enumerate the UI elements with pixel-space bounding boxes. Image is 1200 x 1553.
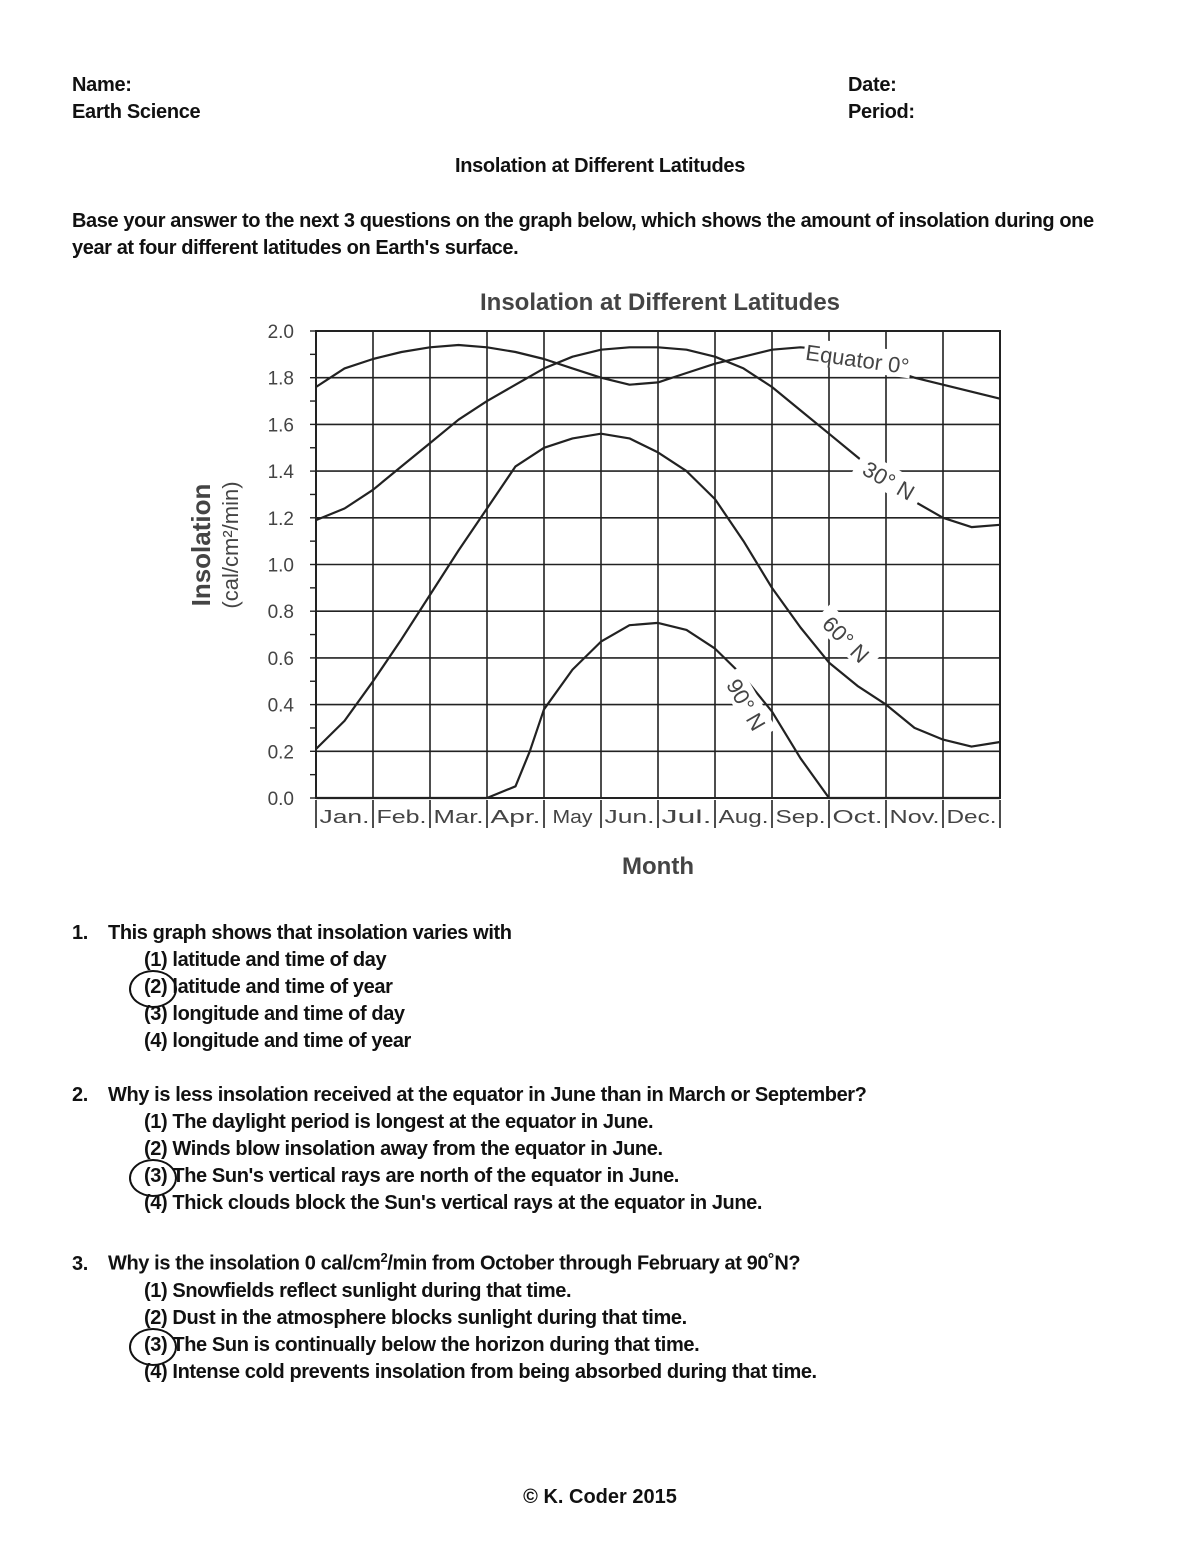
- option-text: The daylight period is longest at the equator in June.: [172, 1111, 654, 1133]
- insolation-chart: [170, 280, 1030, 890]
- y-tick-label: 0.6: [267, 648, 294, 670]
- question-stem-end: /min from October through February at 90˚N?: [387, 1252, 801, 1275]
- question-1: [72, 920, 512, 1055]
- x-tick-label: Nov.: [889, 807, 940, 827]
- x-tick-label: Jul.: [661, 807, 712, 827]
- y-tick-label: 0.2: [267, 742, 294, 764]
- x-tick-label: Apr.: [490, 807, 541, 827]
- answer-option[interactable]: [144, 1278, 817, 1305]
- name-label: Name:: [72, 74, 132, 96]
- question-stem: This graph shows that insolation varies with: [108, 922, 512, 944]
- option-marker: (4): [144, 1360, 168, 1383]
- x-tick-label: Jan.: [319, 807, 370, 827]
- answer-option[interactable]: [144, 1028, 512, 1055]
- answer-option[interactable]: [144, 1190, 867, 1217]
- question-3: [72, 1244, 817, 1386]
- x-tick-label: Oct.: [832, 807, 883, 827]
- option-marker: (3): [144, 1165, 168, 1187]
- option-text: The Sun is continually below the horizon during that time.: [172, 1333, 700, 1356]
- answer-option[interactable]: [144, 1163, 867, 1190]
- y-tick-label: 1.8: [267, 368, 294, 390]
- page-title: Insolation at Different Latitudes: [454, 155, 746, 177]
- x-tick-label: Dec.: [946, 807, 997, 827]
- y-tick-label: 1.2: [267, 508, 294, 530]
- answer-option[interactable]: [144, 1359, 817, 1386]
- chart-title: Insolation at Different Latitudes: [479, 289, 841, 316]
- y-tick-label: 1.6: [267, 415, 294, 437]
- y-tick-label: 0.8: [267, 602, 294, 624]
- option-marker: (2): [144, 1306, 168, 1329]
- option-marker: (1): [144, 949, 168, 971]
- x-tick-label: Aug.: [718, 807, 769, 827]
- option-marker: (1): [144, 1279, 168, 1302]
- x-axis-label: Month: [622, 853, 694, 880]
- answer-option[interactable]: [144, 1136, 867, 1163]
- option-text: Dust in the atmosphere blocks sunlight during that time.: [172, 1306, 687, 1329]
- option-marker: (4): [144, 1192, 168, 1214]
- answer-option[interactable]: [144, 1109, 867, 1136]
- option-text: latitude and time of year: [172, 976, 393, 998]
- option-text: Snowfields reflect sunlight during that time.: [172, 1279, 572, 1302]
- answer-option[interactable]: [144, 1305, 817, 1332]
- x-tick-label: Feb.: [376, 807, 427, 827]
- course-label: Earth Science: [72, 101, 201, 123]
- series-label: 60° N: [817, 611, 875, 668]
- x-tick-label: Sep.: [775, 807, 826, 827]
- option-text: longitude and time of year: [172, 1030, 411, 1052]
- option-marker: (3): [144, 1003, 168, 1025]
- x-tick-label: Jun.: [604, 807, 655, 827]
- y-tick-label: 0.4: [267, 695, 294, 717]
- option-marker: (4): [144, 1030, 168, 1052]
- x-tick-label: Mar.: [433, 807, 484, 827]
- series-label: 90° N: [721, 674, 771, 736]
- y-tick-label: 1.0: [267, 555, 294, 577]
- option-marker: (3): [144, 1333, 168, 1356]
- copyright-footer: © K. Coder 2015: [523, 1486, 677, 1508]
- option-text: latitude and time of day: [172, 949, 387, 971]
- answer-option[interactable]: [144, 974, 512, 1001]
- x-tick-label: May: [552, 807, 593, 827]
- date-label: Date:: [848, 74, 897, 96]
- question-stem-start: Why is the insolation 0 cal/cm: [108, 1252, 381, 1275]
- series-label: Equator 0°: [804, 339, 911, 380]
- y-tick-label: 1.4: [267, 462, 294, 484]
- y-tick-label: 0.0: [267, 789, 294, 810]
- superscript: 2: [380, 1250, 388, 1265]
- option-marker: (2): [144, 1138, 168, 1160]
- y-axis-label: Insolation: [186, 483, 216, 607]
- option-text: longitude and time of day: [172, 1003, 405, 1025]
- question-number: 3.: [72, 1252, 88, 1275]
- question-number: 2.: [72, 1084, 88, 1106]
- question-number: 1.: [72, 922, 88, 944]
- intro-text: Base your answer to the next 3 questions on the graph below, which shows the amount of insolation during one year at four different latitudes on Earth's surface.: [72, 210, 1094, 259]
- question-stem: Why is less insolation received at the equator in June than in March or September?: [108, 1084, 867, 1106]
- y-tick-label: 2.0: [267, 322, 294, 343]
- option-marker: (1): [144, 1111, 168, 1133]
- y-axis-units: (cal/cm²/min): [218, 481, 243, 609]
- answer-option[interactable]: [144, 947, 512, 974]
- option-text: Intense cold prevents insolation from being absorbed during that time.: [172, 1360, 817, 1383]
- option-marker: (2): [144, 976, 168, 998]
- option-text: Winds blow insolation away from the equator in June.: [172, 1138, 663, 1160]
- question-2: [72, 1082, 867, 1217]
- series-label: 30° N: [858, 456, 919, 506]
- period-label: Period:: [848, 101, 915, 123]
- option-text: The Sun's vertical rays are north of the equator in June.: [172, 1165, 679, 1187]
- option-text: Thick clouds block the Sun's vertical rays at the equator in June.: [172, 1192, 763, 1214]
- answer-option[interactable]: [144, 1001, 512, 1028]
- answer-option[interactable]: [144, 1332, 817, 1359]
